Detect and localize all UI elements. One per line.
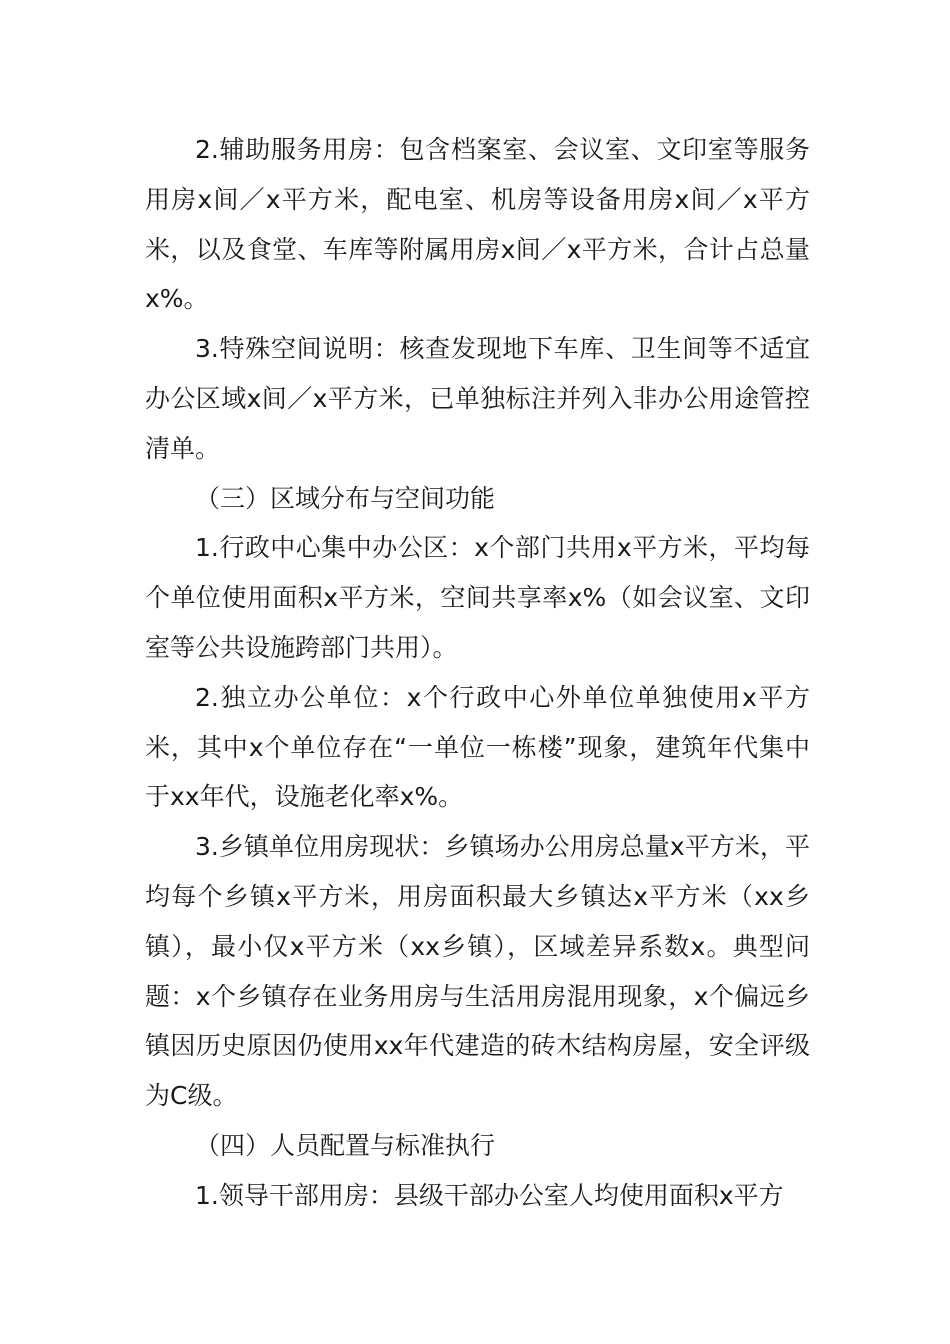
section-heading-3: （三）区域分布与空间功能 bbox=[195, 483, 496, 513]
paragraph-township-units: 3.乡镇单位用房现状：乡镇场办公用房总量x平方米，平均每个乡镇x平方米，用房面积最大乡镇达x平方米（xx乡镇），最小仅x平方米（xx乡镇），区域差异系数x。典型问题：x个乡镇存在业务用房与生活用房混用现象，x个偏远乡镇因历史原因仍使用xx年代建造的砖木结构房屋，安全评级为C级。 bbox=[145, 832, 810, 1111]
paragraph-special-space: 3.特殊空间说明：核查发现地下车库、卫生间等不适宜办公区域x间／x平方米，已单独标注并列入非办公用途管控清单。 bbox=[145, 334, 810, 463]
paragraph-auxiliary-rooms: 2.辅助服务用房：包含档案室、会议室、文印室等服务用房x间／x平方米，配电室、机房等设备用房x间／x平方米，以及食堂、车库等附属用房x间／x平方米，合计占总量x%。 bbox=[145, 135, 810, 314]
paragraph-admin-center: 1.行政中心集中办公区：x个部门共用x平方米，平均每个单位使用面积x平方米，空间共享率x%（如会议室、文印室等公共设施跨部门共用）。 bbox=[145, 533, 810, 662]
paragraph-independent-units: 2.独立办公单位：x个行政中心外单位单独使用x平方米，其中x个单位存在“一单位一栋楼”现象，建筑年代集中于xx年代，设施老化率x%。 bbox=[145, 682, 810, 812]
document-body bbox=[145, 125, 810, 1221]
section-heading-4: （四）人员配置与标准执行 bbox=[195, 1130, 496, 1160]
paragraph-leader-rooms: 1.领导干部用房：县级干部办公室人均使用面积x平方 bbox=[195, 1180, 784, 1210]
